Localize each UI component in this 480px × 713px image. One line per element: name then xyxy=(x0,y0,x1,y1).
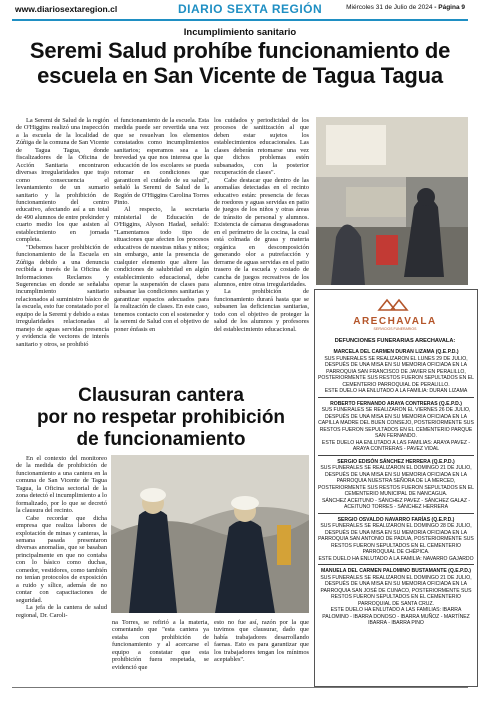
page-number: - Página 9 xyxy=(434,4,465,11)
list-item xyxy=(318,401,474,456)
funeral-home-subtitle: SERVICIOS FUNERARIOS xyxy=(373,327,417,331)
article1-kicker: Incumplimiento sanitario xyxy=(183,27,297,38)
funeral-notices-list xyxy=(318,349,474,632)
notice-family: ESTE DUELO HA ENLUTADO A LA FAMILIA: DURAN LIZAMA xyxy=(324,388,468,394)
article1-headline-line2: escuela en San Vicente de Tagua Tagua xyxy=(37,63,443,88)
paragraph: el funcionamiento de la escuela. Esta medida puede ser revertida una vez que se resuelvan los elementos constatados como incumplimientos sanitarios; esperamos sea a la brevedad ya que nos interesa que la educación de los escolares se pueda retomar en condiciones que garanticen el cuidado de su salud", señaló la Seremi de Salud de la Región de O'Higgins Carolina Torres Pinto. xyxy=(114,117,209,206)
article2-column-2 xyxy=(112,619,209,671)
notice-text: SUS FUNERALES SE REALIZARON EL DOMINGO 21 DE JULIO, DESPUÉS DE UNA MISA EN SU MEMORIA OFICIADA EN LA PARROQUIA SAN JOSÉ DE CUNACO, POSTERIORMENTE SUS RESTOS FUERON SEPULTADOS EN EL CEMENTERIO PARROQUIAL DE SANTA CRUZ. xyxy=(320,574,472,607)
list-item xyxy=(318,459,474,514)
funeral-logo-icon xyxy=(377,297,413,311)
notice-text: SUS FUNERALES SE REALIZARON EL DOMINGO 28 DE JULIO, DESPUÉS DE UNA MISA EN SU MEMORIA OFICIADA EN LA PARROQUIA SAN ANTONIO DE PADUA, POSTERIORMENTE SUS RESTOS FUERON SEPULTADOS EN EL CEMENTERIO PARROQUIAL DE CHÉPICA. xyxy=(318,523,474,555)
paragraph: "Debemos hacer prohibición de funcionamiento de la Escuela en Zúñiga debido a una denuncia recibida a través de la Oficina de Informaciones Reclamos y Sugerencias en donde se señalaba incumplimiento sanitario relacionados al suministro básico de la escuela, esto fue constatado por el equipo de la Seremi y debido a estas irregularidades relacionadas al manejo de aguas servidas presencia y evidencia de vectores de interés sanitario y otros, se prohibió xyxy=(16,243,109,348)
deceased-name: SERGIO EDISÓN SÁNCHEZ HERRERA (Q.E.P.D.) xyxy=(337,458,455,465)
newspaper-brand: DIARIO SEXTA REGIÓN xyxy=(178,2,323,16)
article1-column-2 xyxy=(114,117,209,333)
school-inspection-photo xyxy=(316,117,468,285)
notice-text: SUS FUNERALES SE REALIZARON EL VIERNES 26 DE JULIO, DESPUÉS DE UNA MISA EN SU MEMORIA OFICIADA EN LA CAPILLA MADRE DEL BUEN CONSEJO, POSTERIORMENTE SUS RESTOS FUERON SEPULTADOS EN EL CEMENTERIO PARQUE SAN FERNANDO. xyxy=(318,407,474,439)
funeral-notices-title: DEFUNCIONES FUNERARIAS ARECHAVALA: xyxy=(334,338,456,344)
dateline xyxy=(346,4,465,11)
notice-text: SUS FUNERALES SE REALIZARON EL DOMINGO 21 DE JULIO, DESPUÉS DE UNA MISA EN SU MEMORIA OFICIADA EN LA PARROQUIA NUESTRA SEÑORA DE LA MERCED, POSTERIORMENTE SUS RESTOS FUERON SEPULTADOS EN EL CEMENTERIO MUNICIPAL DE NANCAGUA. xyxy=(318,465,474,497)
article2-headline xyxy=(14,385,308,451)
article1-headline-line1: Seremi Salud prohíbe funcionamiento de xyxy=(29,38,451,63)
deceased-name: SERGIO OSVALDO NAVARRO FARÍAS (Q.E.P.D.) xyxy=(337,516,455,523)
article1-column-3 xyxy=(214,117,309,333)
article2-headline-line2: por no respetar prohibición xyxy=(36,407,286,428)
paragraph: Cabe recordar que dicha empresa que realiza labores de explotación de minas y canteras, la semana pasada presentaron diversas anomalías, que se basaban principalmente en que no contaba con lo básico como duchas, comedor, vestidores, como también no tenían protocolos de exposición a ruido y sílice, además de no contar con capacitaciones de seguridad. xyxy=(16,514,107,604)
article1-column-1 xyxy=(16,117,109,348)
page-footer-divider xyxy=(12,687,468,688)
article1-headline xyxy=(14,38,466,88)
notice-family: ESTE DUELO HA ENLUTADO A LAS FAMILIAS: ARAYA PAVEZ - ARAYA CONTRERAS - PAVEZ VIDAL xyxy=(321,439,471,452)
paragraph: na Torres, se refirió a la materia, comentando que "esta cantera ya estaba con prohibición de funcionamiento y al acercarse el equipo a constatar que esta prohibición fuera respetada, se evidenció que xyxy=(112,619,209,671)
page-header xyxy=(0,0,480,22)
list-item xyxy=(318,349,474,398)
article2-headline-line3: de funcionamiento xyxy=(76,429,246,450)
funeral-home-logo xyxy=(340,297,450,333)
notice-family: ESTE DUELO HA ENLUTADO A LA FAMILIA: NAVARRO GAJARDO xyxy=(318,555,474,562)
paragraph: La jefa de la cantera de salud regional, Dr. Caroli- xyxy=(16,604,107,619)
article2-headline-line1: Clausuran cantera xyxy=(78,385,244,406)
list-item xyxy=(318,517,474,566)
article2-column-1 xyxy=(16,455,107,619)
paragraph: Al respecto, la secretaria ministerial de Educación de O'Higgins, Alyson Hadad, señaló: "Lamentamos todo tipo de situaciones que afecten los procesos educativos de nuestras niñas y niños; sin embargo, ante la presencia de cualquier elemento que altere las condiciones de salubridad en algún establecimiento educacional, debe operar la suspensión de clases para subsanar las condiciones sanitarias y garantizar espacios adecuados para la realización de clases. En este caso, tenemos contacto con el sostenedor y la seremi de Salud con el objetivo de poner énfasis en xyxy=(114,206,209,333)
notice-family: SÁNCHEZ ACEITUNO - SÁNCHEZ PAVEZ - SÁNCHEZ GALAZ - ACEITUNO TORRES - SÁNCHEZ HERRERA xyxy=(321,497,471,510)
deceased-name: MARCELA DEL CARMEN DURAN LIZAMA (Q.E.P.D.) xyxy=(333,349,459,355)
paragraph: En el contexto del monitoreo de la medida de prohibición de funcionamiento a una cantera en la comuna de San Vicente de Tagua Tagua, la Oficina sectorial de la zona detectó el incumplimiento a lo formalizado, por lo que se decretó la clausura del recinto. xyxy=(16,455,107,515)
header-divider xyxy=(12,19,468,21)
paragraph: La Seremi de Salud de la región de O'Higgins realizó una inspección a la escuela de la localidad de Zúñiga de la comuna de San Vicente de Tagua Tagua, donde fiscalizadores de la Oficina de Acción Sanitaria encontraron diversas irregularidades que trajo como consecuencia el levantamiento de un sumario sanitario y la prohibición de funcionamiento del centro educativo, afectando así a un total de 490 alumnos de entre prekinder y cuarto medio los que asisten al establecimiento en jornada completa. xyxy=(16,117,109,244)
list-item xyxy=(318,568,474,629)
deceased-name: ROBERTO FERNANDO ARAYA CONTRERAS (Q.E.P.D.) xyxy=(330,400,462,407)
notice-family: ESTE DUELO HA ENLUTADO A LAS FAMILIAS: IBARRA PALOMINO - IBARRA DONOSO - IBARRA MUÑOZ - MARTÍNEZ IBARRA - IBARRA PINO xyxy=(322,607,470,626)
paragraph: La prohibición de funcionamiento durará hasta que se subsanen las deficiencias sanitarias, todo con el objetivo de proteger la salud de los alumnos y profesores del establecimiento educacional. xyxy=(214,288,309,333)
paragraph: esto no fue así, razón por la que tuvimos que clausurar, dado que había trabajadores desarrollando faenas. Esto es para garantizar que los trabajadores tengan los mínimos aceptables". xyxy=(214,619,309,664)
issue-date: Miércoles 31 de Julio de 2024 xyxy=(346,4,433,11)
site-url[interactable]: www.diariosextaregion.cl xyxy=(15,4,118,14)
paragraph: Cabe destacar que dentro de las anomalías detectadas en el recinto educativo están: presencia de fecas de roedores y aguas servidas en patio de juegos de los niños y otras áreas de tránsito de personal y alumnos. Existencia de cámaras desgrasadoras en el perímetro de la cocina, la cual está colmada de grasa y materia orgánica en descomposición generando olor a putrefacción y derrame de aguas servidas en el patio trasero de la escuela y costado de cancha de juegos recreativos de los alumnos, entre otras irregularidades. xyxy=(214,176,309,288)
deceased-name: MANUELA DEL CARMEN PALOMINO BUSTAMANTE (Q.E.P.D.) xyxy=(321,568,471,574)
article2-column-3 xyxy=(214,619,309,664)
notice-text: SUS FUNERALES SE REALIZARON EL LUNES 29 DE JULIO, DESPUÉS DE UNA MISA EN SU MEMORIA OFICIADA EN LA PARROQUIA SAN FRANCISCO DE JAVIER EN PERALILLO, POSTERIORMENTE SUS RESTOS FUERON SEPULTADOS EN EL CEMENTERIO PARROQUIAL DE PERALILLO. xyxy=(318,355,474,388)
quarry-inspection-photo xyxy=(111,455,309,613)
paragraph: los cuidados y periodicidad de los procesos de sanitización al que deben estar sujetos los establecimientos educacionales. Las clases deberán retomarse una vez que dichos problemas estén subsanados, con la posterior recuperación de clases". xyxy=(214,117,309,177)
funeral-home-name: ARECHAVALA xyxy=(353,316,437,327)
